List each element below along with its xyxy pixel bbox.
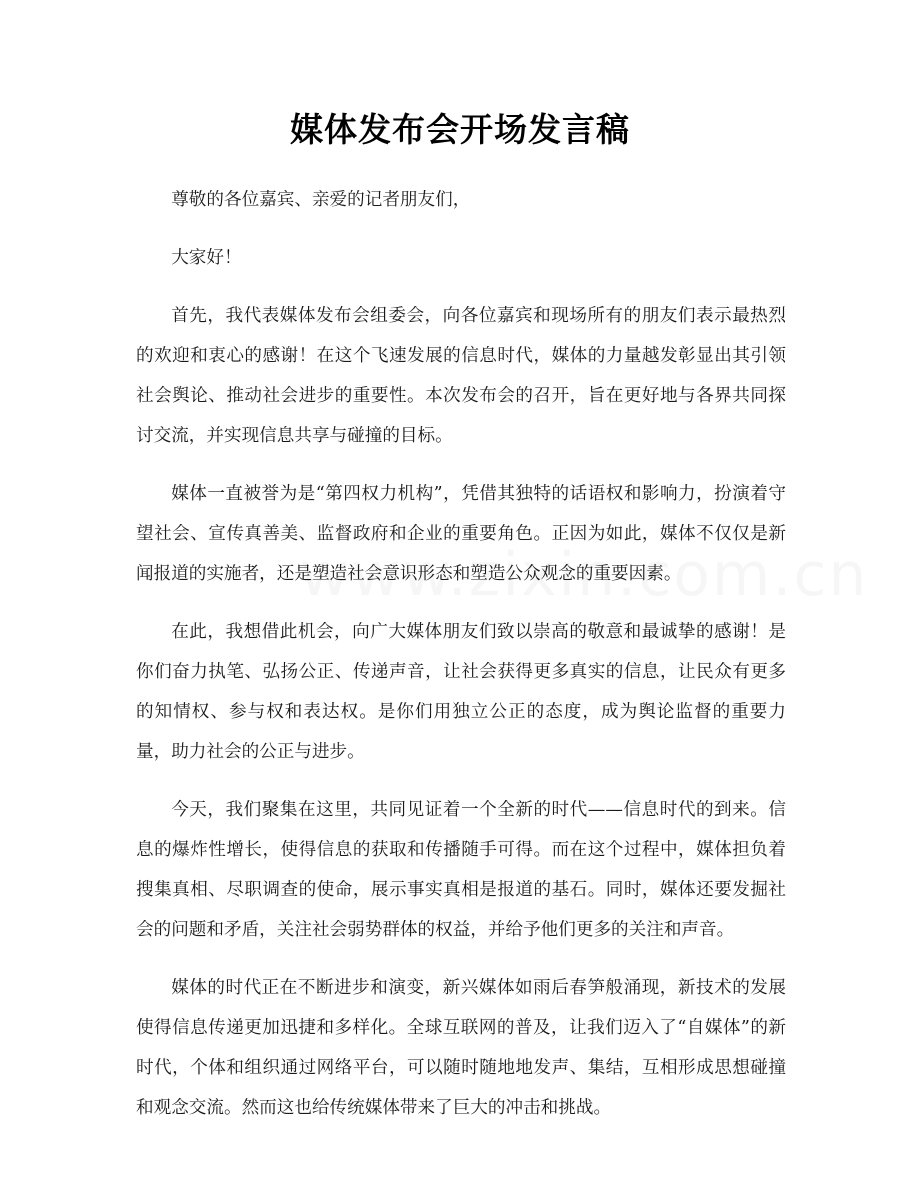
paragraph: 今天，我们聚集在这里，共同见证着一个全新的时代——信息时代的到来。信息的爆炸性增长，使得信息的获取和传播随手可得。而在这个过程中，媒体担负着搜集真相、尽职调查的使命，展示事实真相是报道的基石。同时，媒体还要发掘社会的问题和矛盾，关注社会弱势群体的权益，并给予他们更多的关注和声音。 [136, 800, 786, 940]
salutation: 尊敬的各位嘉宾、亲爱的记者朋友们， [171, 190, 471, 210]
document-body [136, 180, 786, 1146]
paragraph: 媒体的时代正在不断进步和演变，新兴媒体如雨后春笋般涌现，新技术的发展使得信息传递更加迅捷和多样化。全球互联网的普及，让我们迈入了“自媒体”的新时代，个体和组织通过网络平台，可以随时随地地发声、集结，互相形成思想碰撞和观念交流。然而这也给传统媒体带来了巨大的冲击和挑战。 [136, 978, 786, 1118]
page-title: 媒体发布会开场发言稿 [290, 110, 630, 149]
paragraph: 在此，我想借此机会，向广大媒体朋友们致以崇高的敬意和最诚挚的感谢！是你们奋力执笔、弘扬公正、传递声音，让社会获得更多真实的信息，让民众有更多的知情权、参与权和表达权。是你们用独立公正的态度，成为舆论监督的重要力量，助力社会的公正与进步。 [136, 622, 786, 762]
greeting: 大家好！ [171, 248, 242, 268]
paragraph: 媒体一直被誉为是“第四权力机构”，凭借其独特的话语权和影响力，扮演着守望社会、宣传真善美、监督政府和企业的重要角色。正因为如此，媒体不仅仅是新闻报道的实施者，还是塑造社会意识形态和塑造公众观念的重要因素。 [136, 484, 786, 584]
paragraph: 首先，我代表媒体发布会组委会，向各位嘉宾和现场所有的朋友们表示最热烈的欢迎和衷心的感谢！在这个飞速发展的信息时代，媒体的力量越发彰显出其引领社会舆论、推动社会进步的重要性。本次发布会的召开，旨在更好地与各界共同探讨交流，并实现信息共享与碰撞的目标。 [136, 306, 786, 446]
